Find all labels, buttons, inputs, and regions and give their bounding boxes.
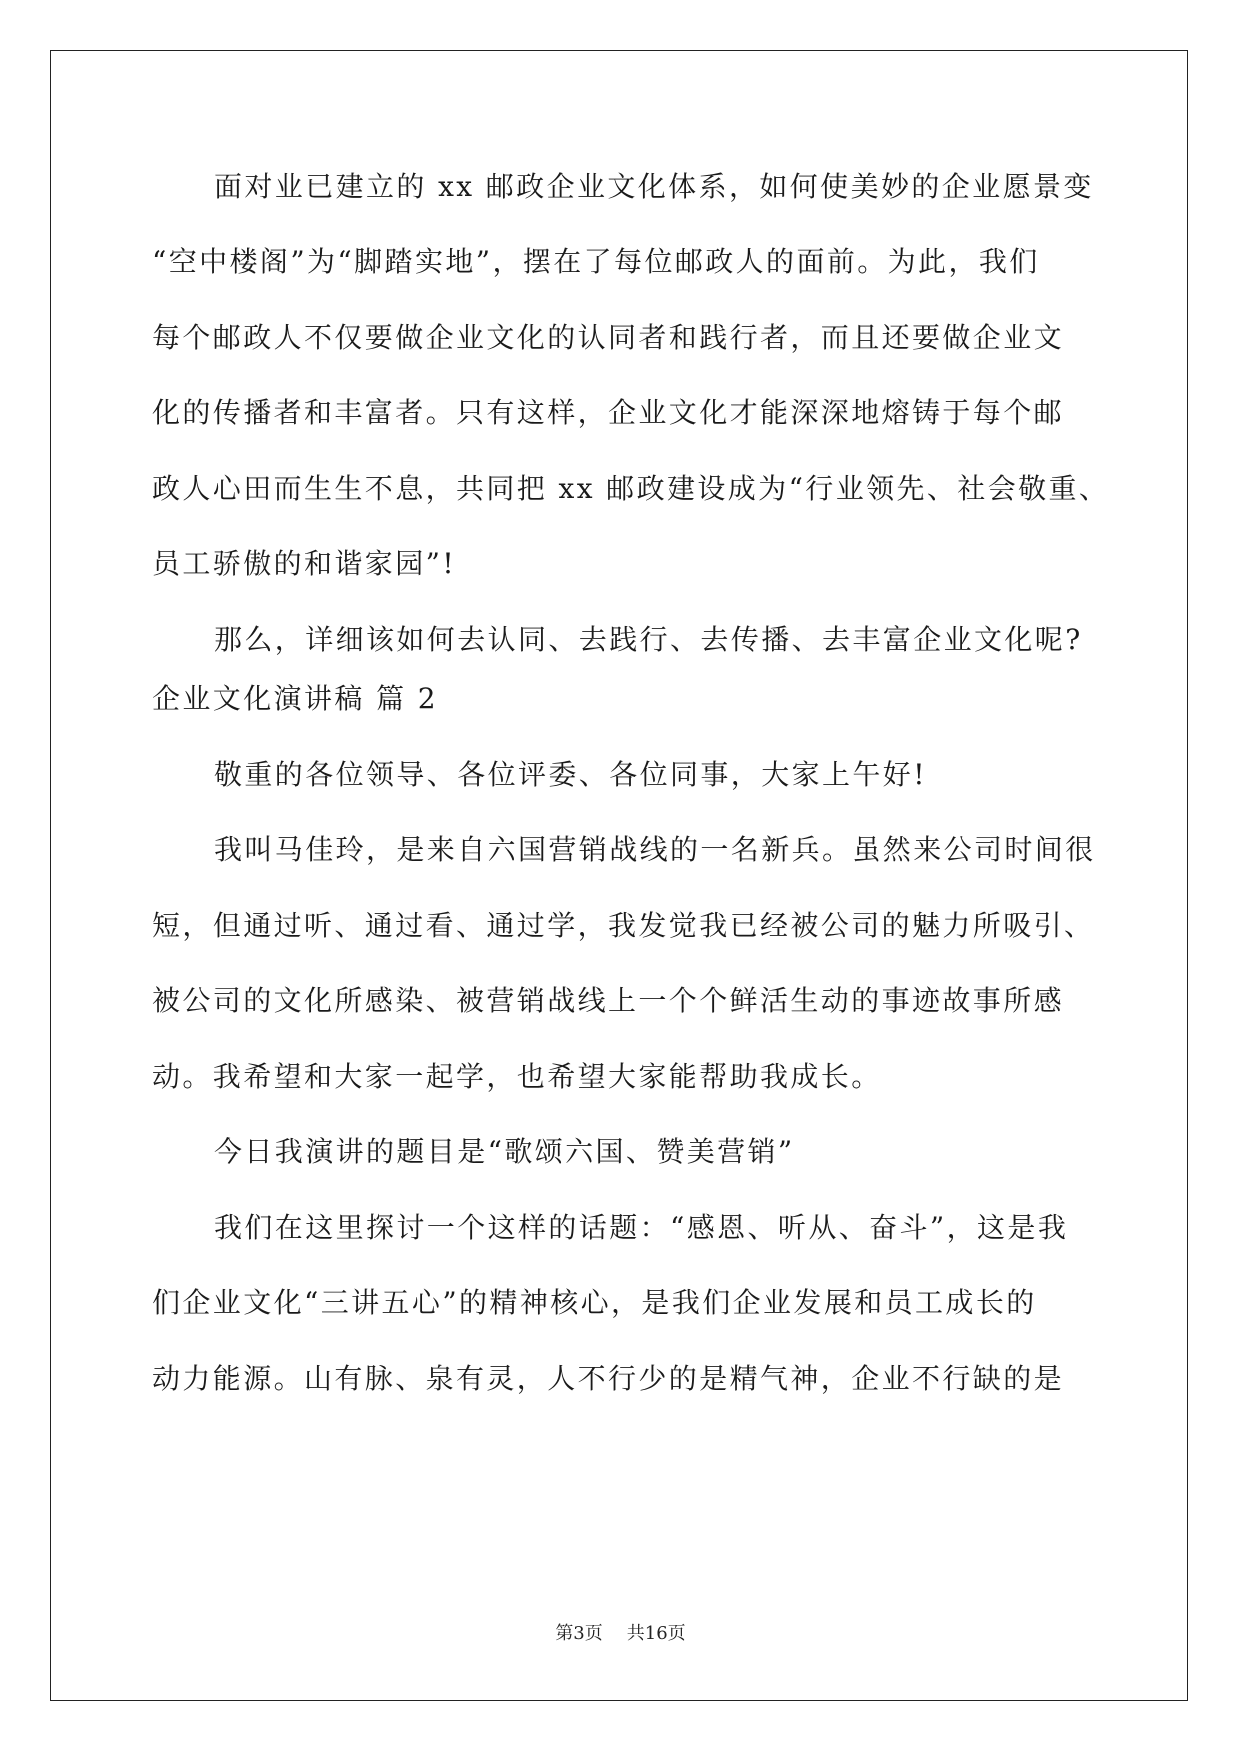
- page-number: 第3页: [555, 1623, 603, 1644]
- paragraph-line: 我叫马佳玲，是来自六国营销战线的一名新兵。虽然来公司时间很: [214, 833, 1096, 866]
- paragraph-line: 员工骄傲的和谐家园”!: [152, 547, 456, 580]
- page-total: 共16页: [626, 1623, 686, 1644]
- paragraph-line: 化的传播者和丰富者。只有这样，企业文化才能深深地熔铸于每个邮: [152, 396, 1065, 429]
- paragraph-line: 动。我希望和大家一起学，也希望大家能帮助我成长。: [152, 1060, 882, 1093]
- paragraph-line: 们企业文化“三讲五心”的精神核心，是我们企业发展和员工成长的: [152, 1286, 1037, 1319]
- paragraph-line: 今日我演讲的题目是“歌颂六国、赞美营销”: [214, 1135, 795, 1168]
- page-border: [50, 50, 1188, 1701]
- paragraph-line: 敬重的各位领导、各位评委、各位同事，大家上午好!: [214, 758, 927, 791]
- paragraph-line: 短，但通过听、通过看、通过学，我发觉我已经被公司的魅力所吸引、: [152, 909, 1095, 942]
- paragraph-line: 那么，详细该如何去认同、去践行、去传播、去丰富企业文化呢?: [214, 623, 1083, 656]
- paragraph-line: 政人心田而生生不息，共同把 xx 邮政建设成为“行业领先、社会敬重、: [152, 472, 1110, 505]
- page-footer: [0, 1622, 1241, 1646]
- paragraph-line: 动力能源。山有脉、泉有灵，人不行少的是精气神，企业不行缺的是: [152, 1362, 1065, 1395]
- section-heading: 企业文化演讲稿 篇 2: [152, 682, 439, 715]
- paragraph-line: 面对业已建立的 xx 邮政企业文化体系，如何使美妙的企业愿景变: [214, 170, 1094, 203]
- paragraph-line: 我们在这里探讨一个这样的话题：“感恩、听从、奋斗”，这是我: [214, 1211, 1069, 1244]
- paragraph-line: 每个邮政人不仅要做企业文化的认同者和践行者，而且还要做企业文: [152, 321, 1065, 354]
- paragraph-line: “空中楼阁”为“脚踏实地”，摆在了每位邮政人的面前。为此，我们: [152, 245, 1040, 278]
- paragraph-line: 被公司的文化所感染、被营销战线上一个个鲜活生动的事迹故事所感: [152, 984, 1065, 1017]
